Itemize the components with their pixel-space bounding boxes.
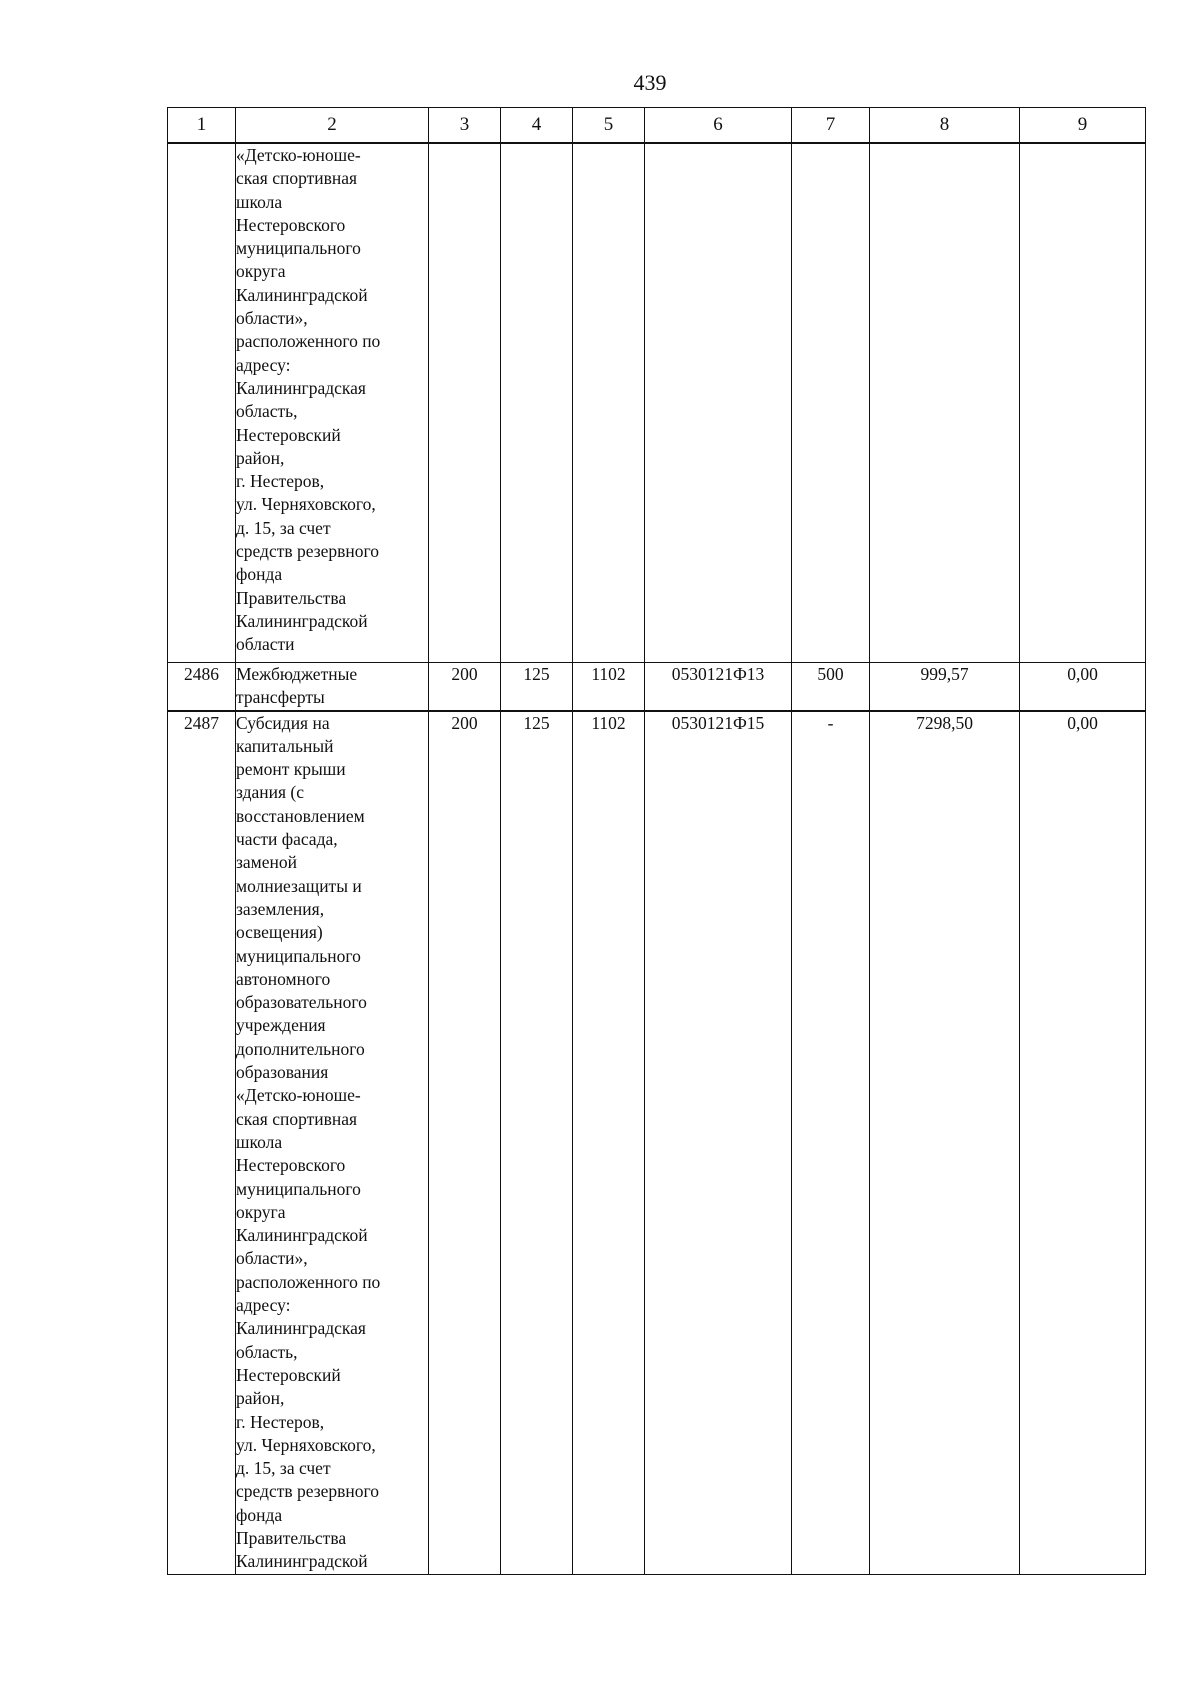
col-header-9: 9 [1020,108,1146,144]
col-header-7: 7 [792,108,870,144]
cell-col3: 200 [429,663,501,711]
cell-col6 [645,143,792,663]
cell-col6: 0530121Ф15 [645,711,792,1575]
header-row [168,108,1146,144]
cell-col8: 7298,50 [870,711,1020,1575]
table-row [168,663,1146,711]
cell-col3: 200 [429,711,501,1575]
cell-col5 [573,143,645,663]
col-header-3: 3 [429,108,501,144]
row-number [168,143,236,663]
cell-col8 [870,143,1020,663]
row-number: 2486 [168,663,236,711]
row-description: «Детско-юноше- ская спортивная школа Нестеровского муниципального округа Калининградской области», расположенного по адресу: Калининградская область, Нестеровский район, г. Нестеров, ул. Черняховского, д. 15, за счет средств резервного фонда Правительства Калининградской области [236,143,429,663]
row-description: Субсидия на капитальный ремонт крыши здания (с восстановлением части фасада, заменой молниезащиты и заземления, освещения) муниципального автономного образовательного учреждения дополнительного образования «Детско-юноше- ская спортивная школа Нестеровского муниципального округа Калининградской области», расположенного по адресу: Калининградская область, Нестеровский район, г. Нестеров, ул. Черняховского, д. 15, за счет средств резервного фонда Правительства Калининградской [236,711,429,1575]
cell-col4: 125 [501,711,573,1575]
cell-col4 [501,143,573,663]
cell-col9: 0,00 [1020,711,1146,1575]
col-header-2: 2 [236,108,429,144]
cell-col8: 999,57 [870,663,1020,711]
cell-col7: 500 [792,663,870,711]
col-header-6: 6 [645,108,792,144]
row-description: Межбюджетные трансферты [236,663,429,711]
cell-col9: 0,00 [1020,663,1146,711]
cell-col7 [792,143,870,663]
cell-col5: 1102 [573,711,645,1575]
cell-col7: - [792,711,870,1575]
col-header-1: 1 [168,108,236,144]
table-row [168,143,1146,663]
cell-col4: 125 [501,663,573,711]
budget-table [167,107,1146,1575]
table-row [168,711,1146,1575]
col-header-4: 4 [501,108,573,144]
col-header-5: 5 [573,108,645,144]
cell-col9 [1020,143,1146,663]
cell-col6: 0530121Ф13 [645,663,792,711]
row-number: 2487 [168,711,236,1575]
cell-col5: 1102 [573,663,645,711]
cell-col3 [429,143,501,663]
page-number: 439 [633,70,667,95]
col-header-8: 8 [870,108,1020,144]
